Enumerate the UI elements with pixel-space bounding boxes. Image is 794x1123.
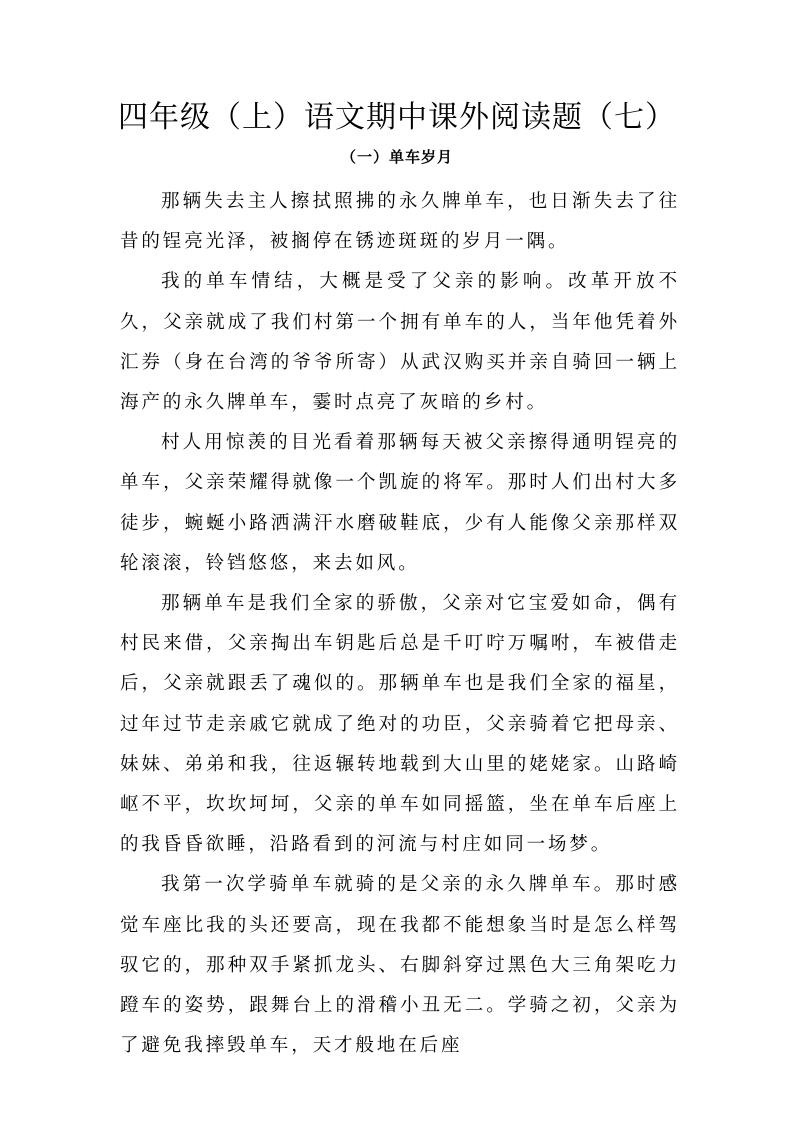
paragraph-3: 村人用惊羡的目光看着那辆每天被父亲擦得通明锃亮的单车，父亲荣耀得就像一个凯旋的将军。那时人们出村大多徒步，蜿蜒小路洒满汗水磨破鞋底，少有人能像父亲那样双轮滚滚，铃铛悠悠，来去如风。 xyxy=(120,432,680,574)
paragraph-4: 那辆单车是我们全家的骄傲，父亲对它宝爱如命，偶有村民来借，父亲掏出车钥匙后总是千叮咛万嘱咐，车被借走后，父亲就跟丢了魂似的。那辆单车也是我们全家的福星，过年过节走亲戚它就成了绝对的功臣，父亲骑着它把母亲、妹妹、弟弟和我，往返辗转地载到大山里的姥姥家。山路崎岖不平，坎坎坷坷，父亲的单车如同摇篮，坐在单车后座上的我昏昏欲睡，沿路看到的河流与村庄如同一场梦。 xyxy=(120,593,680,856)
document-title: 四年级（上）语文期中课外阅读题（七） xyxy=(118,100,676,135)
paragraph-1: 那辆失去主人擦拭照拂的永久牌单车，也日渐失去了往昔的锃亮光泽，被搁停在锈迹斑斑的岁月一隅。 xyxy=(120,191,680,253)
section-title: （一）单车岁月 xyxy=(340,148,453,166)
paragraph-2: 我的单车情结，大概是受了父亲的影响。改革开放不久，父亲就成了我们村第一个拥有单车的人，当年他凭着外汇券（身在台湾的爷爷所寄）从武汉购买并亲自骑回一辆上海产的永久牌单车，霎时点亮了灰暗的乡村。 xyxy=(120,271,680,414)
paragraph-5: 我第一次学骑单车就骑的是父亲的永久牌单车。那时感觉车座比我的头还要高，现在我都不能想象当时是怎么样驾驭它的，那种双手紧抓龙头、右脚斜穿过黑色大三角架吃力蹬车的姿势，跟舞台上的滑稽小丑无二。学骑之初，父亲为了避免我摔毁单车，天才般地在后座 xyxy=(120,874,680,1057)
article-body xyxy=(120,182,680,1066)
